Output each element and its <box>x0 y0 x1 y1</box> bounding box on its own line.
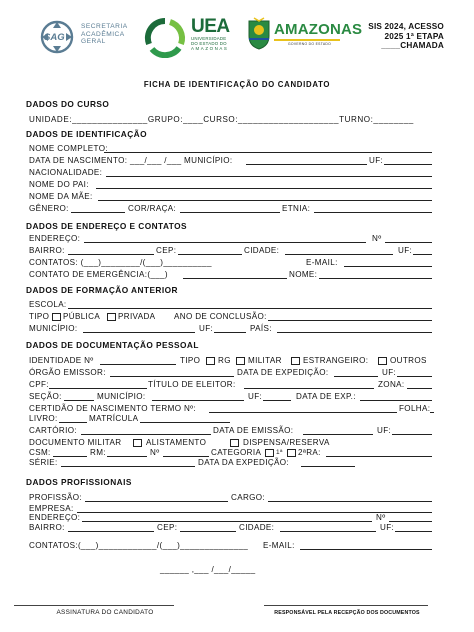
signature-responsavel-label: RESPONSÁVEL PELA RECEPÇÃO DOS DOCUMENTOS <box>274 610 420 616</box>
dispensa-checkbox[interactable] <box>230 439 239 447</box>
publica-checkbox[interactable] <box>52 313 61 321</box>
genero-field[interactable] <box>71 212 125 213</box>
section-curso: DADOS DO CURSO <box>26 99 110 109</box>
titulo-eleitor-label: TÍTULO DE ELEITOR: <box>148 380 236 389</box>
militar-checkbox[interactable] <box>236 357 245 365</box>
nome-completo-field[interactable] <box>104 152 432 153</box>
cep-label: CEP: <box>156 246 177 255</box>
prof-bairro-field[interactable] <box>68 531 154 532</box>
pais-field[interactable] <box>277 332 432 333</box>
ano-conclusao-field[interactable] <box>268 320 432 321</box>
cpf-label: CPF: <box>29 380 49 389</box>
sag-name <box>81 23 128 46</box>
formacao-uf-field[interactable] <box>214 332 246 333</box>
prof-uf-label: UF: <box>380 523 395 532</box>
dispensa-label: DISPENSA/RESERVA <box>243 438 330 447</box>
doc-uf3-field[interactable] <box>392 434 432 435</box>
escola-label: ESCOLA: <box>29 300 67 309</box>
prof-cep-label: CEP: <box>157 523 178 532</box>
uf-label: UF: <box>369 156 384 165</box>
signature-candidato-label: ASSINATURA DO CANDIDATO <box>56 609 154 616</box>
prof-uf-field[interactable] <box>395 531 432 532</box>
cor-raca-label: COR/RAÇA: <box>128 204 177 213</box>
prof-endereco-field[interactable] <box>82 521 372 522</box>
prof-email-field[interactable] <box>300 549 432 550</box>
rm-label: RM: <box>90 448 106 457</box>
mae-label: NOME DA MÃE: <box>29 192 93 201</box>
sis-line-3: ____CHAMADA <box>381 41 444 51</box>
amazonas-title: AMAZONAS <box>274 21 363 38</box>
categoria-label: CATEGORIA <box>211 448 262 457</box>
prof-bairro-label: BAIRRO: <box>29 523 65 532</box>
section-profissionais: DADOS PROFISSIONAIS <box>26 477 132 487</box>
doc-uf2-field[interactable] <box>263 400 291 401</box>
prof-numero-field[interactable] <box>389 521 432 522</box>
emergencia-label: CONTATO DE EMERGÊNCIA:(___) <box>29 270 168 279</box>
estrangeiro-checkbox[interactable] <box>291 357 300 365</box>
date-line[interactable]: ______ ,___ /___/_____ <box>160 565 256 574</box>
prof-cidade-field[interactable] <box>280 531 376 532</box>
doc-militar-label: DOCUMENTO MILITAR <box>29 438 122 447</box>
categoria-2-label: 2ªRA: <box>298 448 321 457</box>
prof-cidade-label: CIDADE: <box>239 523 275 532</box>
etnia-field[interactable] <box>314 212 432 213</box>
uea-emblem-icon <box>143 18 187 58</box>
data-emissao-label: DATA DE EMISSÃO: <box>213 426 294 435</box>
uea-text <box>191 18 230 52</box>
sag-line-3: GERAL <box>81 38 106 46</box>
rg-label: RG <box>218 356 231 365</box>
cargo-field[interactable] <box>268 501 432 502</box>
pai-label: NOME DO PAI: <box>29 180 89 189</box>
mae-field[interactable] <box>98 200 432 201</box>
categoria-2-checkbox[interactable] <box>287 449 296 457</box>
militar-label: MILITAR <box>248 356 282 365</box>
secao-label: SEÇÃO: <box>29 392 62 401</box>
amazonas-text <box>274 21 363 46</box>
zona-field[interactable] <box>407 388 432 389</box>
numero-label: Nº <box>372 234 382 243</box>
outros-label: OUTROS <box>390 356 427 365</box>
serie-field[interactable] <box>61 466 195 467</box>
estrangeiro-label: ESTRANGEIRO: <box>303 356 369 365</box>
cidade-label: CIDADE: <box>244 246 280 255</box>
sis-line-1: SIS 2024, ACESSO <box>368 22 444 31</box>
rm-field[interactable] <box>107 456 147 457</box>
alistamento-label: ALISTAMENTO <box>146 438 207 447</box>
escola-field[interactable] <box>68 308 432 309</box>
formacao-uf-label: UF: <box>199 324 214 333</box>
empresa-label: EMPRESA: <box>29 504 74 513</box>
doc-uf3-label: UF: <box>377 426 392 435</box>
outros-checkbox[interactable] <box>378 357 387 365</box>
privada-label: PRIVADA <box>118 312 156 321</box>
certidao-label: CERTIDÃO DE NASCIMENTO TERMO Nº: <box>29 404 197 413</box>
matricula-field[interactable] <box>140 422 230 423</box>
sis-info <box>368 22 444 51</box>
genero-label: GÊNERO: <box>29 204 69 213</box>
endereco-uf-field[interactable] <box>413 254 432 255</box>
csm-label: CSM: <box>29 448 51 457</box>
section-identificacao: DADOS DE IDENTIFICAÇÃO <box>26 129 147 139</box>
municipio-field[interactable] <box>246 164 367 165</box>
data-exp-label: DATA DE EXP.: <box>296 392 356 401</box>
livro-label: LIVRO: <box>29 414 58 423</box>
formacao-municipio-label: MUNICÍPIO: <box>29 324 78 333</box>
livro-field[interactable] <box>59 422 87 423</box>
alistamento-checkbox[interactable] <box>133 439 142 447</box>
section-formacao: DADOS DE FORMAÇÃO ANTERIOR <box>26 285 178 295</box>
tipo-label: TIPO <box>29 312 50 321</box>
endereco-uf-label: UF: <box>398 246 413 255</box>
etnia-label: ETNIA: <box>282 204 311 213</box>
data-emissao-field[interactable] <box>303 434 373 435</box>
email-field[interactable] <box>344 266 432 267</box>
profissao-label: PROFISSÃO: <box>29 493 82 502</box>
cartorio-label: CARTÓRIO: <box>29 426 77 435</box>
nascimento-label: DATA DE NASCIMENTO: ___/___ /___ MUNICÍPIO: <box>29 156 233 165</box>
prof-email-label: E-MAIL: <box>263 541 295 550</box>
doc-uf-label: UF: <box>382 368 397 377</box>
form-title: FICHA DE IDENTIFICAÇÃO DO CANDIDATO <box>143 80 331 89</box>
uea-line-2: DO ESTADO DO <box>191 41 227 47</box>
secao-field[interactable] <box>64 400 94 401</box>
orgao-emissor-field[interactable] <box>110 376 234 377</box>
titulo-eleitor-field[interactable] <box>244 388 374 389</box>
sag-line-1: SECRETARIA <box>81 23 128 30</box>
folha-field[interactable] <box>430 412 434 413</box>
nacionalidade-field[interactable] <box>106 176 432 177</box>
bairro-field[interactable] <box>68 254 154 255</box>
publica-label: PÚBLICA <box>63 312 101 321</box>
ra-field[interactable] <box>326 456 432 457</box>
pais-label: PAÍS: <box>250 324 272 333</box>
doc-municipio-label: MUNICÍPIO: <box>97 392 146 401</box>
profissao-field[interactable] <box>85 501 228 502</box>
prof-cep-field[interactable] <box>180 531 236 532</box>
uea-line-3: AMAZONAS <box>191 46 229 52</box>
sag-line-2: ACADÊMICA <box>81 30 125 38</box>
amazonas-stripe <box>274 39 340 41</box>
sis-line-2: 2025 1ª ETAPA <box>384 31 444 41</box>
doc-uf-field[interactable] <box>397 376 432 377</box>
contatos-label[interactable]: CONTATOS: (___)________/(___)__________ <box>29 258 212 267</box>
cartorio-field[interactable] <box>81 434 211 435</box>
matricula-label: MATRÍCULA <box>89 414 139 423</box>
orgao-emissor-label: ÓRGÃO EMISSOR: <box>29 368 106 377</box>
signature-candidato-line[interactable] <box>14 605 174 606</box>
emergencia-field[interactable] <box>183 278 287 279</box>
emergencia-nome-label: NOME: <box>289 270 318 279</box>
endereco-label: ENDEREÇO: <box>29 234 81 243</box>
data-expedicao2-label: DATA DA EXPEDIÇÃO: <box>198 458 290 467</box>
section-endereco: DADOS DE ENDEREÇO E CONTATOS <box>26 221 188 231</box>
endereco-field[interactable] <box>84 242 366 243</box>
amazonas-shield-icon <box>246 16 272 50</box>
doc-municipio-field[interactable] <box>152 400 244 401</box>
cidade-field[interactable] <box>285 254 393 255</box>
n-label: Nº <box>150 448 160 457</box>
data-exp-field[interactable] <box>360 400 432 401</box>
folha-label: FOLHA: <box>399 404 431 413</box>
formacao-municipio-field[interactable] <box>83 332 195 333</box>
prof-contatos-label[interactable]: CONTATOS:(___)____________/(___)______________ <box>29 541 249 550</box>
prof-numero-label: Nº <box>376 513 386 522</box>
section-documentacao: DADOS DE DOCUMENTAÇÃO PESSOAL <box>26 340 199 350</box>
nacionalidade-label: NACIONALIDADE: <box>29 168 103 177</box>
doc-uf2-label: UF: <box>248 392 263 401</box>
certidao-field[interactable] <box>209 412 397 413</box>
signature-responsavel-line[interactable] <box>264 605 428 606</box>
identidade-field[interactable] <box>100 364 176 365</box>
prof-endereco-label: ENDEREÇO: <box>29 513 81 522</box>
email-label: E-MAIL: <box>306 258 338 267</box>
uea-abbr: UEA <box>191 16 230 37</box>
cpf-field[interactable] <box>49 388 147 389</box>
amazonas-sub: GOVERNO DO ESTADO <box>288 42 332 46</box>
data-expedicao-label: DATA DE EXPEDIÇÃO: <box>237 368 329 377</box>
bairro-label: BAIRRO: <box>29 246 65 255</box>
rg-checkbox[interactable] <box>206 357 215 365</box>
emergencia-nome-field[interactable] <box>319 278 432 279</box>
data-expedicao-field[interactable] <box>334 376 378 377</box>
curso-line[interactable]: UNIDADE:_______________GRUPO:____CURSO:____________________TURNO:________ <box>29 115 414 124</box>
cep-field[interactable] <box>178 254 242 255</box>
categoria-1-checkbox[interactable] <box>265 449 274 457</box>
serie-label: SÉRIE: <box>29 458 58 467</box>
numero-field[interactable] <box>385 242 432 243</box>
identidade-label: IDENTIDADE Nº <box>29 356 94 365</box>
csm-field[interactable] <box>53 456 87 457</box>
categoria-1-label: 1ª <box>276 449 283 456</box>
nome-completo-label: NOME COMPLETO: <box>29 144 108 153</box>
zona-label: ZONA: <box>378 380 405 389</box>
doc-tipo-label: TIPO <box>180 356 201 365</box>
cor-raca-field[interactable] <box>180 212 280 213</box>
ano-conclusao-label: ANO DE CONCLUSÃO: <box>174 312 267 321</box>
sag-abbr: SAG <box>44 32 65 43</box>
uea-line-1: UNIVERSIDADE <box>191 36 227 41</box>
uf-field[interactable] <box>384 164 432 165</box>
data-expedicao2-field[interactable] <box>301 466 355 467</box>
n-field[interactable] <box>163 456 209 457</box>
cargo-label: CARGO: <box>231 493 266 502</box>
privada-checkbox[interactable] <box>107 313 116 321</box>
pai-field[interactable] <box>96 188 432 189</box>
